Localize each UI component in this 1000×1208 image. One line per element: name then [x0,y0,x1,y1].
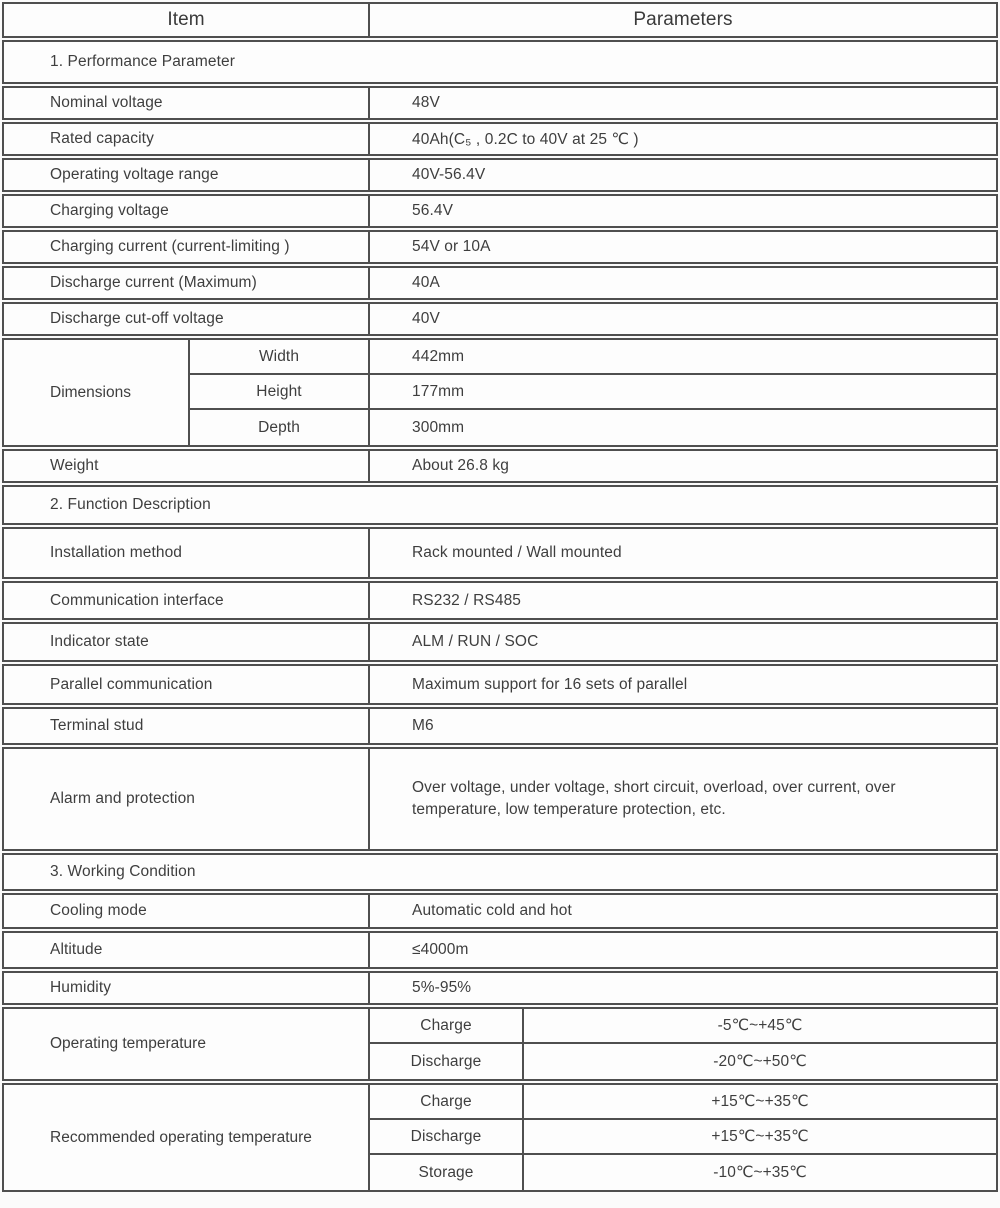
item-cell: Altitude [4,933,370,967]
value-cell: ALM / RUN / SOC [412,633,539,650]
row-altitude [2,931,998,969]
value-cell: 40A [412,274,440,291]
value-cell: Maximum support for 16 sets of parallel [412,675,688,693]
row-dimensions-group [2,338,998,447]
value-cell: About 26.8 kg [412,457,509,474]
sub-value-cell: -20℃~+50℃ [713,1053,807,1070]
section-title-text: 3. Working Condition [50,863,196,880]
item-cell: Operating voltage range [4,160,370,190]
item-cell: Terminal stud [4,709,370,743]
item-cell: Cooling mode [4,895,370,927]
sub-label-cell: Depth [190,410,370,445]
row-communication-interface [2,581,998,620]
row-charging-current [2,230,998,264]
value-cell: ≤4000m [412,941,469,958]
sub-label-cell: Storage [370,1155,524,1190]
value-cell: 48V [412,94,440,111]
value-cell: 54V or 10A [412,238,491,255]
item-cell: Indicator state [4,624,370,660]
section-title-function [2,485,998,525]
item-cell: Parallel communication [4,666,370,703]
row-rated-capacity [2,122,998,156]
operating-temperature-subrows [370,1009,996,1079]
row-charging-voltage [2,194,998,228]
sub-label-cell: Width [190,340,370,373]
section-title-text: 2. Function Description [50,496,211,513]
row-installation-method [2,527,998,579]
value-cell: Rack mounted / Wall mounted [412,544,622,561]
item-cell: Weight [4,451,370,481]
sub-label-cell: Charge [370,1085,524,1118]
row-alarm-and-protection [2,747,998,851]
row-cooling-mode [2,893,998,929]
section-title-text: 1. Performance Parameter [50,53,236,70]
dimensions-subrows [190,340,996,445]
row-discharge-cutoff-voltage [2,302,998,336]
row-humidity [2,971,998,1005]
item-cell-recommended-temperature: Recommended operating temperature [4,1085,370,1190]
subrow-width [190,340,996,375]
row-terminal-stud [2,707,998,745]
sub-value-cell: -5℃~+45℃ [717,1017,803,1034]
subrow-discharge [370,1120,996,1155]
item-cell: Discharge cut-off voltage [4,304,370,334]
value-cell: 40Ah(C₅ , 0.2C to 40V at 25 ℃ ) [412,130,639,148]
item-cell: Discharge current (Maximum) [4,268,370,298]
row-indicator-state [2,622,998,662]
value-cell: Over voltage, under voltage, short circuit, overload, over current, over temperature, low temperature protection, etc. [412,778,896,818]
sub-value-cell: 300mm [412,418,465,436]
item-cell: Communication interface [4,583,370,618]
sub-label-cell: Discharge [370,1120,524,1153]
row-operating-voltage-range [2,158,998,192]
table-header-row [2,2,998,38]
sub-value-cell: -10℃~+35℃ [713,1164,807,1181]
item-cell: Installation method [4,529,370,577]
section-title-working-condition [2,853,998,891]
sub-value-cell: 442mm [412,347,465,365]
item-cell: Nominal voltage [4,88,370,118]
sub-value-cell: +15℃~+35℃ [711,1093,809,1110]
sub-value-cell: +15℃~+35℃ [711,1128,809,1145]
value-cell: Automatic cold and hot [412,902,572,919]
row-discharge-current [2,266,998,300]
row-parallel-communication [2,664,998,705]
subrow-charge [370,1009,996,1044]
value-cell: 40V-56.4V [412,166,486,183]
value-cell: 40V [412,310,440,327]
item-cell-operating-temperature: Operating temperature [4,1009,370,1079]
row-recommended-temperature-group [2,1083,998,1192]
row-nominal-voltage [2,86,998,120]
subrow-charge [370,1085,996,1120]
recommended-temperature-subrows [370,1085,996,1190]
sub-label-cell: Charge [370,1009,524,1042]
value-cell: 5%-95% [412,979,472,996]
subrow-depth [190,410,996,445]
subrow-height [190,375,996,410]
subrow-storage [370,1155,996,1190]
item-cell-dimensions: Dimensions [4,340,190,445]
header-parameters: Parameters [633,9,733,30]
subrow-discharge [370,1044,996,1079]
value-cell: 56.4V [412,202,454,219]
item-cell: Humidity [4,973,370,1003]
item-cell: Rated capacity [4,124,370,154]
header-item: Item [4,4,370,36]
item-cell: Alarm and protection [4,749,370,849]
item-cell: Charging current (current-limiting ) [4,232,370,262]
sub-label-cell: Discharge [370,1044,524,1079]
item-cell: Charging voltage [4,196,370,226]
row-operating-temperature-group [2,1007,998,1081]
value-cell: M6 [412,717,434,734]
row-weight [2,449,998,483]
sub-value-cell: 177mm [412,382,465,400]
section-title-performance [2,40,998,84]
sub-label-cell: Height [190,375,370,408]
value-cell: RS232 / RS485 [412,591,522,609]
